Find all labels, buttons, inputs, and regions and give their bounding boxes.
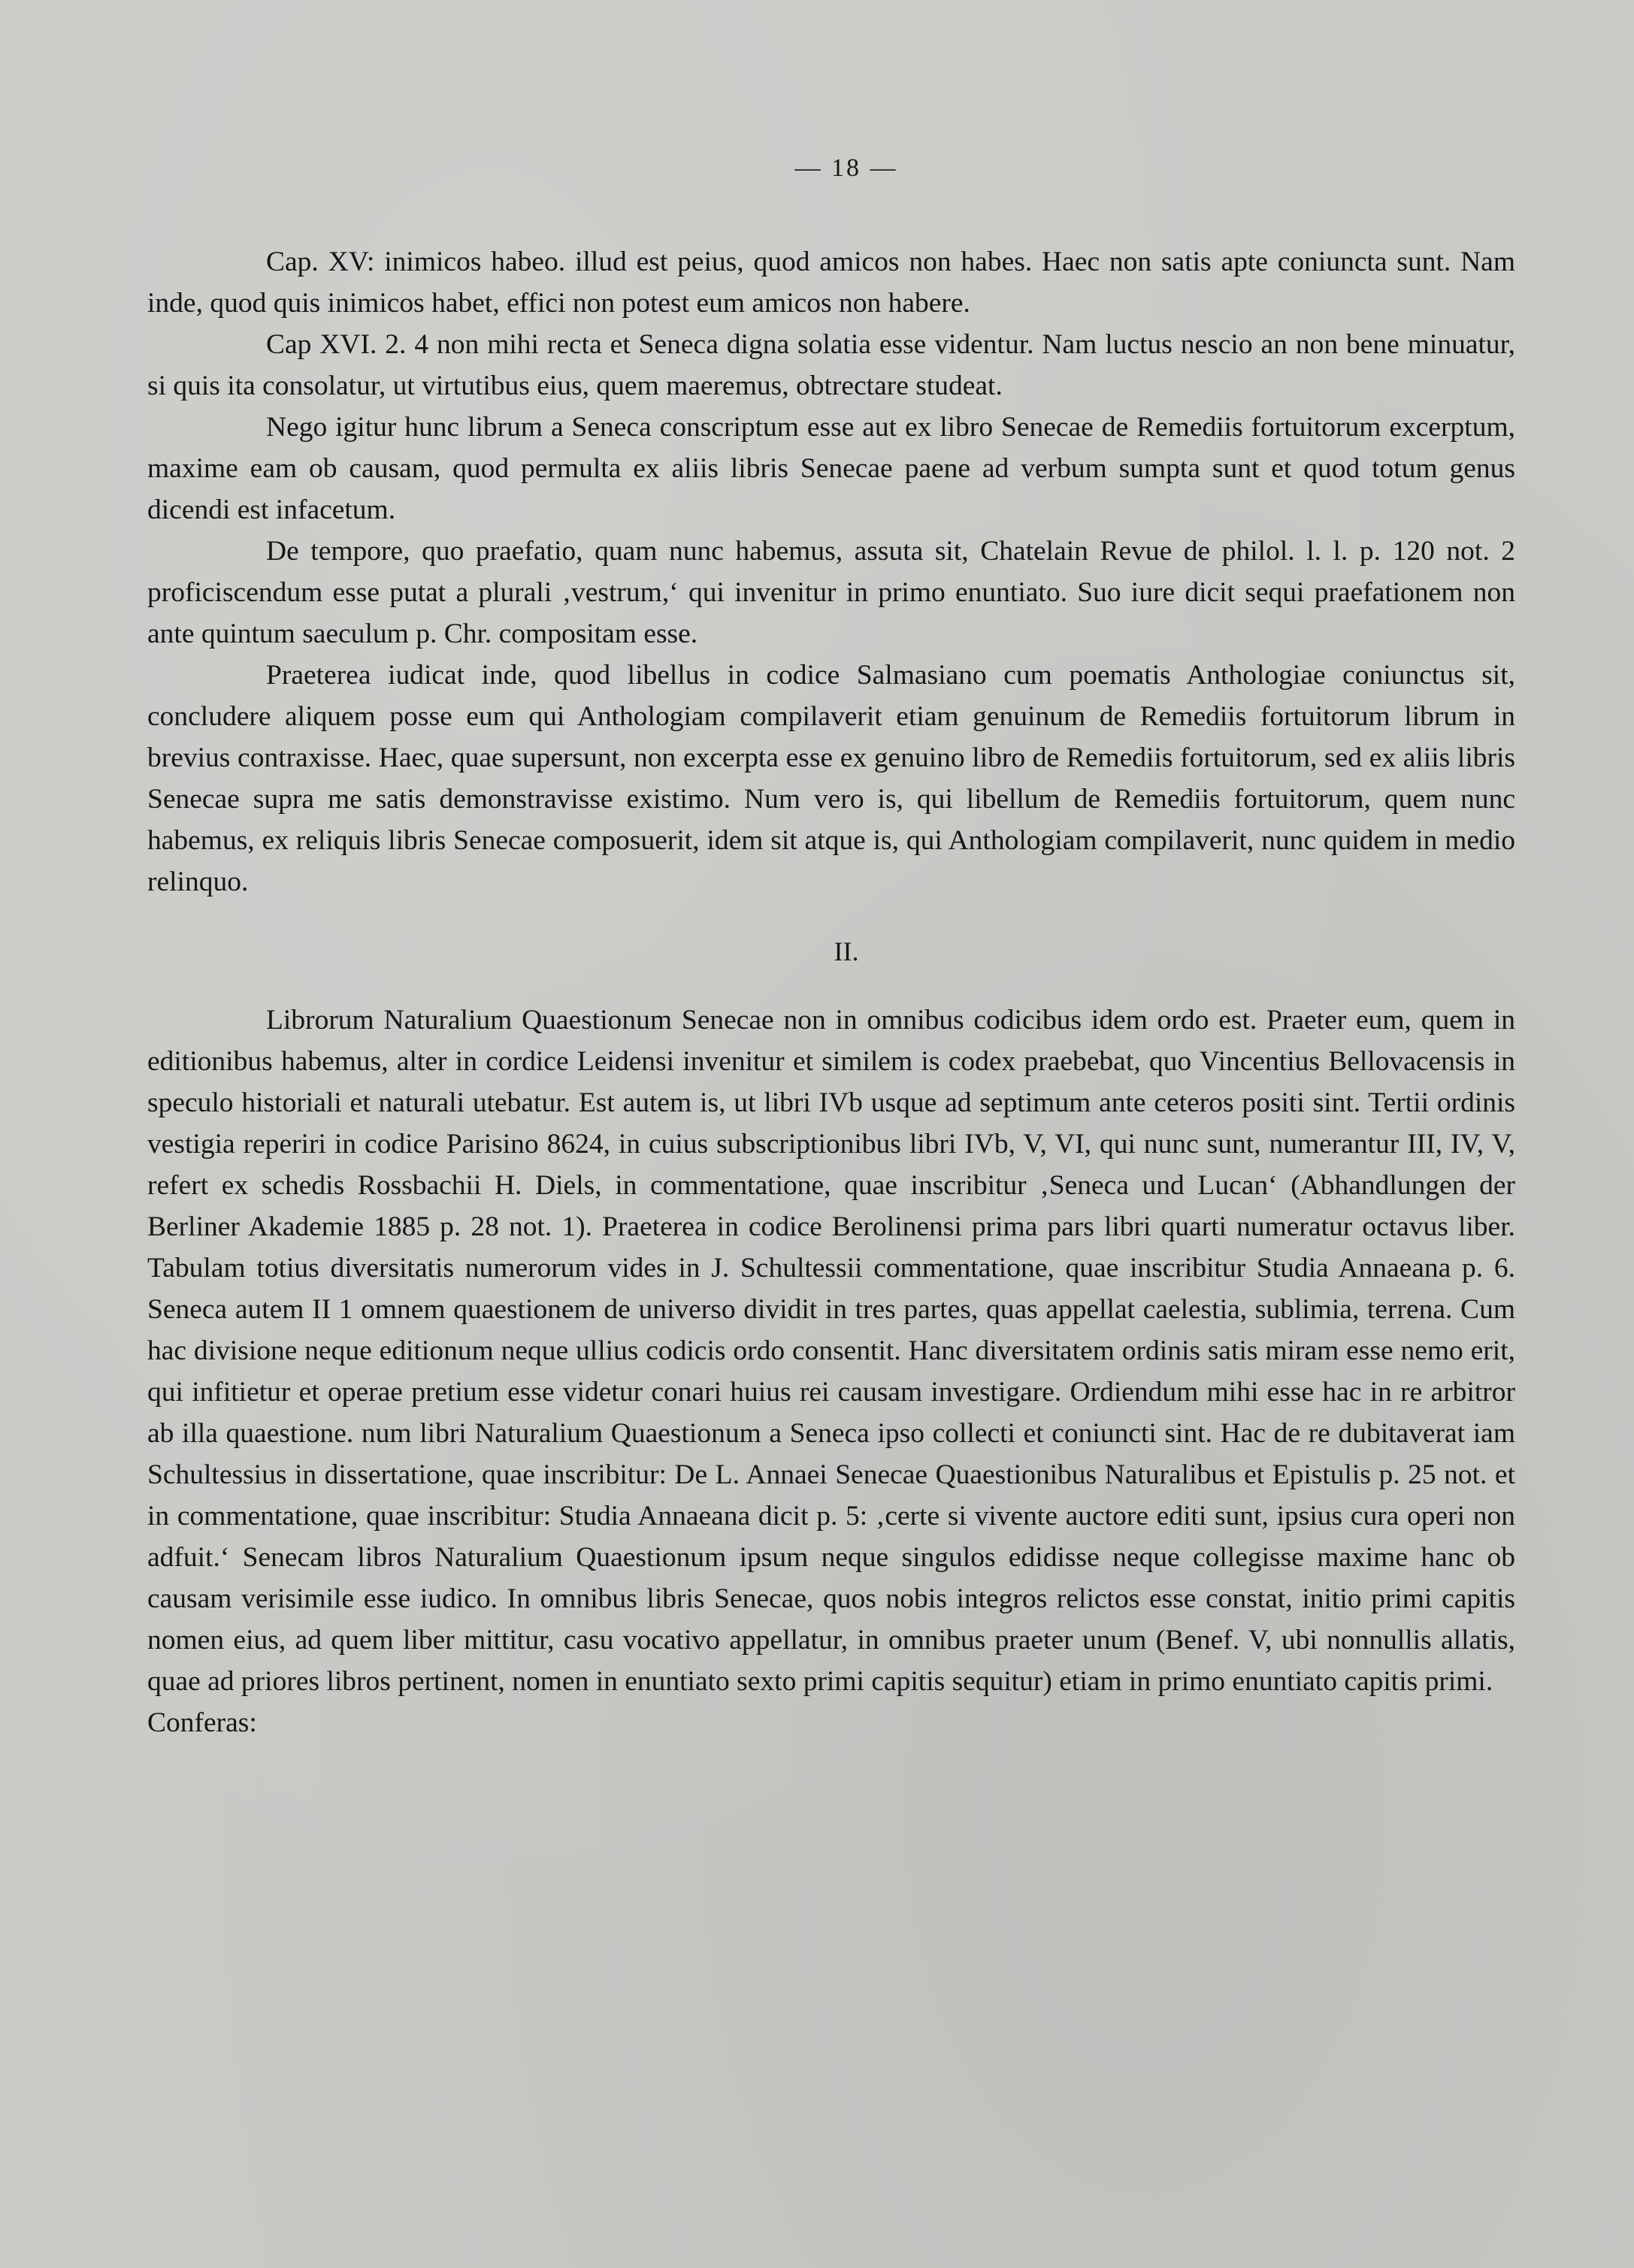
closing-line: Conferas: (147, 1707, 257, 1738)
paragraph-praeterea: Praeterea iudicat inde, quod libellus in codice Salmasiano cum poematis Anthologiae coniunctus sit, concludere aliquem posse eum qui Anthologiam compilaverit etiam genuinum de Remediis fortuitorum librum in brevius contraxisse. Haec, quae supersunt, non excerpta esse ex genuino libro de Remediis fortuitorum, sed ex aliis libris Senecae supra me satis demonstravisse existimo. Num vero is, qui libellum de Remediis fortuitorum, quem nunc habemus, ex reliquis libris Senecae composuerit, idem sit atque is, qui Anthologiam compilaverit, nunc quidem in medio relinquo. (147, 660, 1515, 897)
paragraph-nego-igitur: Nego igitur hunc librum a Seneca conscriptum esse aut ex libro Senecae de Remediis fortuitorum excerptum, maxime eam ob causam, quod permulta ex aliis libris Senecae paene ad verbum sumpta sunt et quod totum genus dicendi est infacetum. (147, 412, 1515, 525)
page-number: — 18 — (794, 154, 898, 182)
section-heading: II. (834, 936, 859, 966)
document-page (147, 154, 1515, 1743)
paragraph-cap-xvi: Cap XVI. 2. 4 non mihi recta et Seneca digna solatia esse videntur. Nam luctus nescio an non bene minuatur, si quis ita consolatur, ut virtutibus eius, quem maeremus, obtrectare studeat. (147, 329, 1515, 401)
paragraph-cap-xv: Cap. XV: inimicos habeo. illud est peius, quod amicos non habes. Haec non satis apte coniuncta sunt. Nam inde, quod quis inimicos habet, effici non potest eum amicos non habere. (147, 246, 1515, 319)
paragraph-de-tempore: De tempore, quo praefatio, quam nunc habemus, assuta sit, Chatelain Revue de philol. l. l. p. 120 not. 2 proficiscendum esse putat a plurali ‚vestrum,‘ qui invenitur in primo enuntiato. Suo iure dicit sequi praefationem non ante quintum saeculum p. Chr. compositam esse. (147, 536, 1515, 649)
paragraph-librorum: Librorum Naturalium Quaestionum Senecae non in omnibus codicibus idem ordo est. Praeter eum, quem in editionibus habemus, alter in cordice Leidensi invenitur et similem is codex praebebat, quo Vincentius Bellovacensis in speculo historiali et naturali utebatur. Est autem is, ut libri IVb usque ad septimum ante ceteros positi sint. Tertii ordinis vestigia reperiri in codice Parisino 8624, in cuius subscriptionibus libri IVb, V, VI, qui nunc sunt, numerantur III, IV, V, refert ex schedis Rossbachii H. Diels, in commentatione, quae inscribitur ‚Seneca und Lucan‘ (Abhandlungen der Berliner Akademie 1885 p. 28 not. 1). Praeterea in codice Berolinensi prima pars libri quarti numeratur octavus liber. Tabulam totius diversitatis numerorum vides in J. Schultessii commentatione, quae inscribitur Studia Annaeana p. 6. Seneca autem II 1 omnem quaestionem de universo dividit in tres partes, quas appellat caelestia, sublimia, terrena. Cum hac divisione neque editionum neque ullius codicis ordo consentit. Hanc diversitatem ordinis satis miram esse nemo erit, qui infitietur et operae pretium esse videtur conari huius rei causam investigare. Ordiendum mihi esse hac in re arbitror ab illa quaestione. num libri Naturalium Quaestionum a Seneca ipso collecti et coniuncti sint. Hac de re dubitaverat iam Schultessius in dissertatione, quae inscribitur: De L. Annaei Senecae Quaestionibus Naturalibus et Epistulis p. 25 not. et in commentatione, quae inscribitur: Studia Annaeana dicit p. 5: ‚certe si vivente auctore editi sunt, ipsius cura operi non adfuit.‘ Senecam libros Naturalium Quaestionum ipsum neque singulos edidisse neque collegisse maxime hanc ob causam verisimile esse iudico. In omnibus libris Senecae, quos nobis integros relictos esse constat, initio primi capitis nomen eius, ad quem liber mittitur, casu vocativo appellatur, in omnibus praeter unum (Benef. V, ubi nonnullis allatis, quae ad priores libros pertinent, nomen in enuntiato sexto primi capitis sequitur) etiam in primo enuntiato capitis primi. (147, 1005, 1515, 1697)
